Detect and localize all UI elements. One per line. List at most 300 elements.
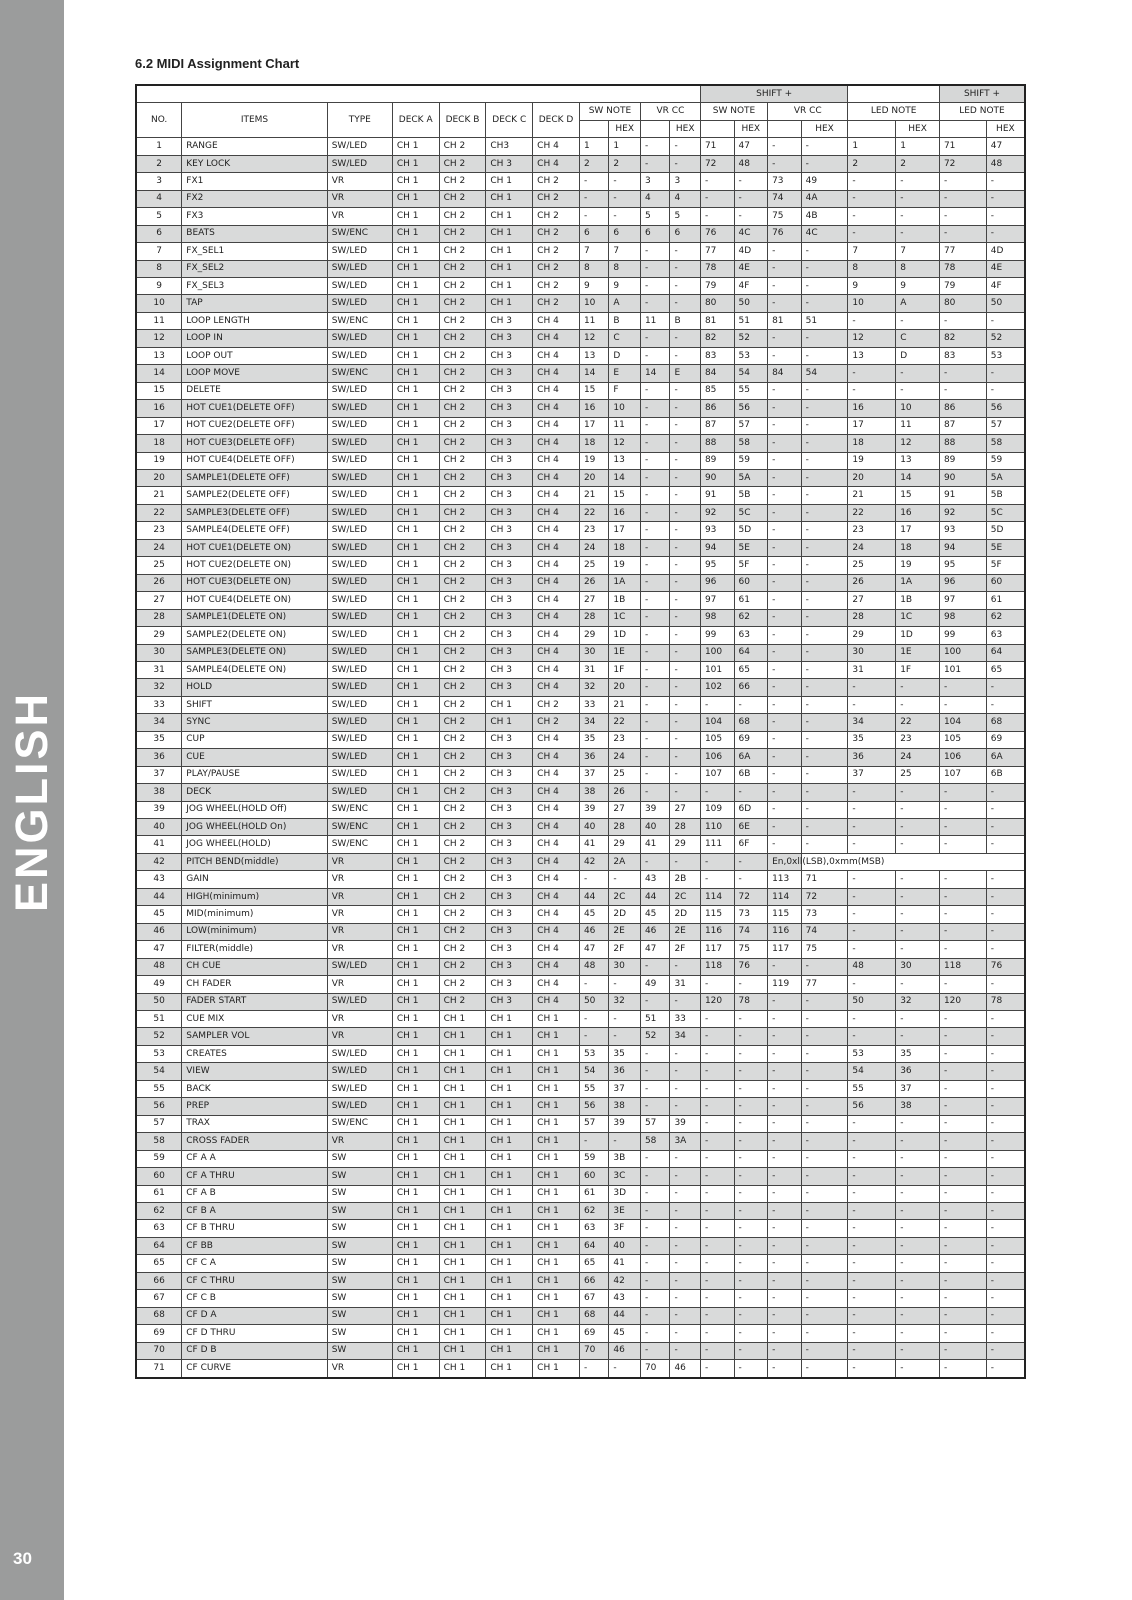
- table-cell: CH 1: [392, 347, 439, 364]
- table-cell: 86: [939, 400, 986, 417]
- table-cell: -: [670, 1342, 701, 1359]
- table-cell: SAMPLE3(DELETE OFF): [182, 504, 327, 521]
- table-cell: CH 2: [439, 819, 486, 836]
- table-cell: 63: [734, 627, 768, 644]
- table-cell: -: [768, 1290, 802, 1307]
- table-cell: -: [939, 1237, 986, 1254]
- table-cell: 94: [939, 539, 986, 556]
- table-cell: 65: [136, 1255, 182, 1272]
- table-cell: HOLD: [182, 679, 327, 696]
- table-cell: 72: [801, 888, 848, 905]
- table-cell: FX3: [182, 208, 327, 225]
- table-cell: -: [801, 731, 848, 748]
- table-cell: 6: [136, 225, 182, 242]
- table-cell: CH 1: [392, 1098, 439, 1115]
- table-cell: SW/ENC: [327, 312, 392, 329]
- table-cell: 28: [848, 609, 896, 626]
- table-cell: CH 1: [392, 487, 439, 504]
- table-cell: 1E: [896, 644, 940, 661]
- table-cell: CH 2: [439, 661, 486, 678]
- table-cell: FX2: [182, 190, 327, 207]
- table-cell: SW: [327, 1168, 392, 1185]
- table-cell: -: [670, 382, 701, 399]
- table-cell: 20: [136, 469, 182, 486]
- table-cell: 15: [579, 382, 608, 399]
- table-row: [136, 1115, 1025, 1132]
- table-cell: 31: [136, 661, 182, 678]
- table-cell: CH 1: [392, 1028, 439, 1045]
- table-cell: 13: [609, 452, 641, 469]
- table-cell: CH 4: [533, 504, 580, 521]
- table-cell: 102: [700, 679, 734, 696]
- table-cell: SW/LED: [327, 766, 392, 783]
- table-cell: SAMPLE3(DELETE ON): [182, 644, 327, 661]
- table-cell: 72: [700, 155, 734, 172]
- table-cell: -: [848, 679, 896, 696]
- table-cell: CH 3: [486, 941, 533, 958]
- table-cell: -: [640, 243, 669, 260]
- table-cell: CH 4: [533, 906, 580, 923]
- table-cell: SW: [327, 1272, 392, 1289]
- table-cell: CH 3: [486, 522, 533, 539]
- table-cell: CH 1: [392, 644, 439, 661]
- table-cell: 22: [848, 504, 896, 521]
- table-cell: -: [768, 452, 802, 469]
- table-cell: CH 1: [486, 1150, 533, 1167]
- table-cell: CH 1: [439, 1272, 486, 1289]
- table-cell: 30: [609, 958, 641, 975]
- table-cell: CH 3: [486, 609, 533, 626]
- table-cell: SW/LED: [327, 487, 392, 504]
- table-cell: -: [801, 260, 848, 277]
- table-cell: -: [939, 1150, 986, 1167]
- table-cell: HIGH(minimum): [182, 888, 327, 905]
- table-cell: CH 4: [533, 400, 580, 417]
- table-cell: SW/LED: [327, 539, 392, 556]
- table-cell: -: [939, 1220, 986, 1237]
- table-cell: 66: [579, 1272, 608, 1289]
- table-cell: -: [939, 1115, 986, 1132]
- table-cell: CH 1: [439, 1307, 486, 1324]
- table-cell: -: [896, 1290, 940, 1307]
- table-cell: -: [768, 1342, 802, 1359]
- table-cell: 5A: [986, 469, 1025, 486]
- table-row: [136, 504, 1025, 521]
- table-cell: CH 1: [533, 1185, 580, 1202]
- table-cell: 6: [670, 225, 701, 242]
- table-cell: CH 1: [392, 277, 439, 294]
- table-cell: -: [670, 679, 701, 696]
- table-cell: 6B: [734, 766, 768, 783]
- table-cell: 37: [579, 766, 608, 783]
- table-cell: CH 1: [533, 1028, 580, 1045]
- table-cell: -: [848, 1185, 896, 1202]
- table-cell: 62: [734, 609, 768, 626]
- table-cell: -: [640, 138, 669, 155]
- table-cell: SW/ENC: [327, 836, 392, 853]
- table-cell: -: [848, 1272, 896, 1289]
- table-cell: CH 2: [533, 243, 580, 260]
- table-cell: -: [801, 155, 848, 172]
- table-cell: HOT CUE1(DELETE ON): [182, 539, 327, 556]
- table-cell: -: [986, 871, 1025, 888]
- table-cell: 1C: [896, 609, 940, 626]
- table-cell: A: [896, 295, 940, 312]
- table-cell: 51: [734, 312, 768, 329]
- table-cell: -: [768, 801, 802, 818]
- header-sub-dec: [768, 120, 802, 137]
- table-cell: -: [640, 696, 669, 713]
- table-cell: CH 1: [533, 1255, 580, 1272]
- table-cell: CH 1: [392, 714, 439, 731]
- table-cell: 39: [609, 1115, 641, 1132]
- table-cell: CH 2: [439, 714, 486, 731]
- table-cell: -: [986, 1080, 1025, 1097]
- table-cell: -: [939, 679, 986, 696]
- table-cell: CH 2: [439, 976, 486, 993]
- table-cell: 47: [986, 138, 1025, 155]
- table-cell: 47: [579, 941, 608, 958]
- table-cell: -: [801, 1342, 848, 1359]
- table-cell: -: [768, 766, 802, 783]
- table-cell: C: [609, 330, 641, 347]
- table-cell: 26: [136, 574, 182, 591]
- table-cell: CH 2: [533, 714, 580, 731]
- table-cell: -: [986, 1098, 1025, 1115]
- table-row: [136, 853, 1025, 870]
- table-cell: -: [640, 504, 669, 521]
- table-cell: 23: [848, 522, 896, 539]
- table-cell: 24: [579, 539, 608, 556]
- table-cell: 37: [896, 1080, 940, 1097]
- table-cell: -: [848, 871, 896, 888]
- table-row: [136, 1133, 1025, 1150]
- table-cell: 31: [670, 976, 701, 993]
- table-cell: 89: [939, 452, 986, 469]
- table-cell: SW/LED: [327, 627, 392, 644]
- table-cell: -: [801, 1063, 848, 1080]
- table-cell: CH 1: [439, 1325, 486, 1342]
- table-cell: HOT CUE4(DELETE ON): [182, 592, 327, 609]
- table-cell: 4: [670, 190, 701, 207]
- table-cell: SW/LED: [327, 452, 392, 469]
- table-cell: 22: [896, 714, 940, 731]
- table-cell: -: [768, 1133, 802, 1150]
- table-cell: CH 1: [533, 1220, 580, 1237]
- table-cell: -: [640, 784, 669, 801]
- table-cell: 46: [609, 1342, 641, 1359]
- table-cell: -: [609, 1360, 641, 1378]
- table-cell: -: [640, 469, 669, 486]
- header-row-main: [136, 103, 1025, 120]
- table-cell: 5B: [734, 487, 768, 504]
- table-cell: CH 1: [392, 1203, 439, 1220]
- table-row: [136, 1272, 1025, 1289]
- table-cell: -: [896, 1342, 940, 1359]
- table-cell: B: [670, 312, 701, 329]
- table-cell: 62: [136, 1203, 182, 1220]
- table-cell: -: [734, 1098, 768, 1115]
- table-cell: CH 3: [486, 749, 533, 766]
- table-cell: -: [939, 1063, 986, 1080]
- table-cell: -: [768, 557, 802, 574]
- table-cell: 61: [734, 592, 768, 609]
- table-cell: -: [848, 888, 896, 905]
- table-cell: -: [609, 976, 641, 993]
- header-sub-dec: [700, 120, 734, 137]
- table-cell: -: [896, 836, 940, 853]
- table-cell: 10: [848, 295, 896, 312]
- table-cell: CH 1: [392, 888, 439, 905]
- table-cell: 76: [986, 958, 1025, 975]
- table-row: [136, 1045, 1025, 1062]
- table-cell: 72: [939, 155, 986, 172]
- table-cell: -: [986, 1255, 1025, 1272]
- table-cell: 4C: [734, 225, 768, 242]
- table-cell: -: [986, 190, 1025, 207]
- table-cell: RANGE: [182, 138, 327, 155]
- table-cell: CH 1: [486, 260, 533, 277]
- table-cell: CH 1: [392, 1342, 439, 1359]
- table-cell: 47: [640, 941, 669, 958]
- table-row: [136, 871, 1025, 888]
- table-cell: -: [986, 1063, 1025, 1080]
- table-cell: 16: [609, 504, 641, 521]
- table-cell: 5A: [734, 469, 768, 486]
- table-cell: -: [986, 1185, 1025, 1202]
- table-cell: 4E: [734, 260, 768, 277]
- table-cell: -: [670, 1220, 701, 1237]
- table-cell: 40: [579, 819, 608, 836]
- table-cell: -: [939, 1185, 986, 1202]
- table-cell: CH 1: [439, 1360, 486, 1378]
- table-cell: -: [848, 1360, 896, 1378]
- table-cell: 82: [700, 330, 734, 347]
- table-cell: CH 4: [533, 138, 580, 155]
- table-cell: -: [640, 749, 669, 766]
- table-cell: -: [640, 766, 669, 783]
- table-cell: 2C: [609, 888, 641, 905]
- table-cell: HOT CUE4(DELETE OFF): [182, 452, 327, 469]
- table-cell: -: [986, 1325, 1025, 1342]
- table-cell: 99: [939, 627, 986, 644]
- table-cell: CH 1: [486, 1080, 533, 1097]
- table-cell: -: [670, 1203, 701, 1220]
- table-cell: -: [939, 906, 986, 923]
- table-cell: 7: [848, 243, 896, 260]
- table-cell: -: [768, 539, 802, 556]
- table-cell: 57: [640, 1115, 669, 1132]
- table-cell: CH 2: [439, 906, 486, 923]
- table-cell: -: [670, 260, 701, 277]
- table-cell: 12: [848, 330, 896, 347]
- table-cell: SW: [327, 1290, 392, 1307]
- table-cell: -: [801, 1185, 848, 1202]
- table-cell: 8: [848, 260, 896, 277]
- table-cell: 5: [640, 208, 669, 225]
- table-cell: -: [939, 225, 986, 242]
- table-cell: CH 4: [533, 312, 580, 329]
- table-cell: 57: [734, 417, 768, 434]
- table-cell: 47: [136, 941, 182, 958]
- table-cell: -: [896, 784, 940, 801]
- table-cell: CH 1: [392, 504, 439, 521]
- table-cell: 15: [136, 382, 182, 399]
- table-cell: CH 1: [486, 1272, 533, 1289]
- table-cell: -: [640, 1307, 669, 1324]
- table-cell: -: [801, 1307, 848, 1324]
- table-cell: -: [801, 592, 848, 609]
- table-cell: 26: [609, 784, 641, 801]
- table-cell: 47: [734, 138, 768, 155]
- table-cell: -: [700, 1203, 734, 1220]
- table-cell: SW/LED: [327, 155, 392, 172]
- table-cell: 4D: [734, 243, 768, 260]
- table-cell: CH 1: [486, 1115, 533, 1132]
- table-cell: 29: [136, 627, 182, 644]
- table-cell: 54: [848, 1063, 896, 1080]
- table-cell: CH 1: [392, 1185, 439, 1202]
- table-cell: 55: [848, 1080, 896, 1097]
- table-cell: 73: [734, 906, 768, 923]
- table-cell: CH 2: [439, 243, 486, 260]
- table-cell: CH 1: [439, 1115, 486, 1132]
- table-cell: 24: [136, 539, 182, 556]
- table-cell: CH 4: [533, 435, 580, 452]
- table-cell: -: [939, 1203, 986, 1220]
- table-cell: 6F: [734, 836, 768, 853]
- table-cell: -: [768, 382, 802, 399]
- table-cell: CH 2: [439, 400, 486, 417]
- table-cell: -: [640, 417, 669, 434]
- table-cell: 110: [700, 819, 734, 836]
- table-cell: 58: [986, 435, 1025, 452]
- table-cell: -: [848, 1342, 896, 1359]
- table-cell: 1E: [609, 644, 641, 661]
- header-hex: HEX: [609, 120, 641, 137]
- table-cell: -: [896, 1028, 940, 1045]
- table-cell: 9: [579, 277, 608, 294]
- table-cell: CH 1: [486, 173, 533, 190]
- table-cell: 105: [939, 731, 986, 748]
- table-cell: 24: [848, 539, 896, 556]
- table-cell: -: [986, 941, 1025, 958]
- table-cell: HOT CUE2(DELETE ON): [182, 557, 327, 574]
- header-spacer-led: [848, 85, 940, 103]
- table-cell: -: [986, 365, 1025, 382]
- table-cell: -: [986, 1115, 1025, 1132]
- table-cell: -: [848, 1011, 896, 1028]
- table-cell: LOOP LENGTH: [182, 312, 327, 329]
- table-row: [136, 906, 1025, 923]
- table-cell: 4E: [986, 260, 1025, 277]
- table-cell: CH 1: [439, 1203, 486, 1220]
- table-cell: -: [700, 1028, 734, 1045]
- table-cell: SHIFT: [182, 696, 327, 713]
- table-cell: 2C: [670, 888, 701, 905]
- table-cell: -: [700, 1045, 734, 1062]
- table-cell: -: [670, 1255, 701, 1272]
- table-cell: -: [801, 452, 848, 469]
- table-cell: -: [670, 522, 701, 539]
- table-row: [136, 923, 1025, 940]
- table-cell: 3: [670, 173, 701, 190]
- table-cell: -: [939, 1342, 986, 1359]
- table-cell: SW/LED: [327, 243, 392, 260]
- table-cell: 5D: [986, 522, 1025, 539]
- table-cell: -: [939, 1360, 986, 1378]
- table-cell: CH 3: [486, 801, 533, 818]
- table-cell: -: [670, 1168, 701, 1185]
- table-cell: CH 2: [439, 365, 486, 382]
- table-cell: 53: [848, 1045, 896, 1062]
- table-cell: -: [939, 173, 986, 190]
- table-cell: CH 1: [486, 1045, 533, 1062]
- table-cell: -: [768, 644, 802, 661]
- table-cell: -: [896, 1168, 940, 1185]
- table-cell: -: [986, 906, 1025, 923]
- table-cell: -: [700, 976, 734, 993]
- table-cell: -: [734, 1342, 768, 1359]
- table-cell: -: [896, 312, 940, 329]
- table-row: [136, 1290, 1025, 1307]
- table-row: [136, 958, 1025, 975]
- table-cell: -: [768, 1325, 802, 1342]
- table-cell: -: [670, 749, 701, 766]
- table-cell: 54: [734, 365, 768, 382]
- table-cell: CH 1: [392, 836, 439, 853]
- table-cell: 70: [136, 1342, 182, 1359]
- table-cell: CH 4: [533, 871, 580, 888]
- table-cell: -: [768, 435, 802, 452]
- table-cell: CH 2: [439, 923, 486, 940]
- table-cell: CH 1: [533, 1307, 580, 1324]
- table-cell: 4: [640, 190, 669, 207]
- table-cell: -: [734, 1203, 768, 1220]
- table-cell: 2B: [670, 871, 701, 888]
- table-cell: VR: [327, 1133, 392, 1150]
- table-cell: -: [939, 801, 986, 818]
- table-cell: 5C: [986, 504, 1025, 521]
- table-cell: SW/LED: [327, 347, 392, 364]
- table-cell: -: [768, 1237, 802, 1254]
- table-cell: 1: [579, 138, 608, 155]
- table-cell: -: [768, 1307, 802, 1324]
- table-cell: -: [734, 1063, 768, 1080]
- table-cell: -: [896, 225, 940, 242]
- table-cell: 38: [609, 1098, 641, 1115]
- table-cell: 57: [136, 1115, 182, 1132]
- table-cell: CH 3: [486, 661, 533, 678]
- table-cell: 23: [609, 731, 641, 748]
- table-cell: 25: [136, 557, 182, 574]
- table-row: [136, 766, 1025, 783]
- table-cell: 5: [670, 208, 701, 225]
- table-cell: -: [768, 1272, 802, 1289]
- table-row: [136, 1098, 1025, 1115]
- table-cell: -: [768, 836, 802, 853]
- table-cell: VR: [327, 1028, 392, 1045]
- table-cell: -: [986, 976, 1025, 993]
- table-cell: 57: [579, 1115, 608, 1132]
- table-cell: 6A: [734, 749, 768, 766]
- table-cell: 36: [136, 749, 182, 766]
- table-cell: -: [768, 1150, 802, 1167]
- table-cell: 12: [136, 330, 182, 347]
- table-cell: GAIN: [182, 871, 327, 888]
- table-cell: CH 1: [486, 1342, 533, 1359]
- table-cell: -: [848, 1220, 896, 1237]
